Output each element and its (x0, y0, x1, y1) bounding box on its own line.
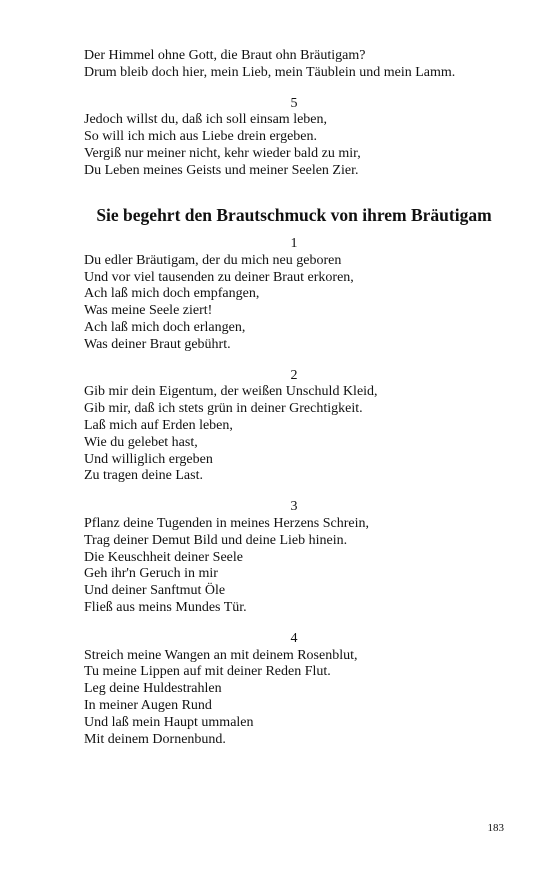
verse-line: Geh ihr'n Geruch in mir (84, 566, 218, 582)
stanza-3 (84, 499, 504, 617)
verse-line: Tu meine Lippen auf mit deiner Reden Flut. (84, 664, 331, 680)
verse-line: In meiner Augen Rund (84, 697, 212, 713)
verse-line: Die Keuschheit deiner Seele (84, 549, 243, 565)
verse-line: Was deiner Braut gebührt. (84, 336, 231, 352)
verse-line: Ach laß mich doch erlangen, (84, 319, 246, 335)
verse-line: Der Himmel ohne Gott, die Braut ohn Bräutigam? (84, 48, 366, 63)
verse-line: Und deiner Sanftmut Öle (84, 583, 226, 599)
verse-line: Gib mir dein Eigentum, der weißen Unschuld Kleid, (84, 384, 378, 400)
page-number: 183 (487, 822, 504, 834)
stanza-number: 2 (290, 367, 298, 383)
verse-line: Du Leben meines Geists und meiner Seelen Zier. (84, 162, 359, 178)
verse-line: Trag deiner Demut Bild und deine Lieb hinein. (84, 532, 348, 548)
verse-line: Fließ aus meins Mundes Tür. (84, 599, 247, 615)
verse-line: Streich meine Wangen an mit deinem Rosenblut, (84, 647, 358, 663)
verse-line: Laß mich auf Erden leben, (84, 417, 233, 433)
poem-body (84, 236, 504, 762)
stanza-2 (84, 368, 504, 486)
stanza-number: 3 (290, 499, 298, 515)
stanza-number: 1 (290, 236, 298, 251)
carried-over-lines (84, 48, 504, 82)
verse-line: Leg deine Huldestrahlen (84, 681, 222, 697)
verse-line: Ach laß mich doch empfangen, (84, 286, 260, 302)
verse-line: Wie du gelebet hast, (84, 434, 198, 450)
verse-line: Was meine Seele ziert! (84, 303, 213, 319)
stanza-5-previous-poem (84, 96, 504, 180)
stanza-4 (84, 631, 504, 749)
stanza-number: 5 (290, 95, 298, 111)
verse-line: Pflanz deine Tugenden in meines Herzens Schrein, (84, 515, 369, 531)
page-body (84, 48, 504, 194)
verse-line: Vergiß nur meiner nicht, kehr wieder bald zu mir, (84, 145, 361, 161)
poem-title: Sie begehrt den Brautschmuck von ihrem Bräutigam (96, 205, 492, 225)
verse-line: Jedoch willst du, daß ich soll einsam leben, (84, 112, 328, 128)
stanza-number: 4 (290, 630, 298, 646)
verse-line: Du edler Bräutigam, der du mich neu geboren (84, 252, 342, 268)
verse-line: Mit deinem Dornenbund. (84, 731, 226, 747)
verse-line: So will ich mich aus Liebe drein ergeben. (84, 129, 318, 145)
verse-line: Und vor viel tausenden zu deiner Braut erkoren, (84, 269, 354, 285)
stanza-1 (84, 236, 504, 354)
verse-line: Zu tragen deine Last. (84, 468, 203, 484)
verse-line: Und williglich ergeben (84, 451, 213, 467)
verse-line: Drum bleib doch hier, mein Lieb, mein Täublein und mein Lamm. (84, 64, 456, 80)
verse-line: Gib mir, daß ich stets grün in deiner Grechtigkeit. (84, 401, 363, 417)
verse-line: Und laß mein Haupt ummalen (84, 714, 254, 730)
